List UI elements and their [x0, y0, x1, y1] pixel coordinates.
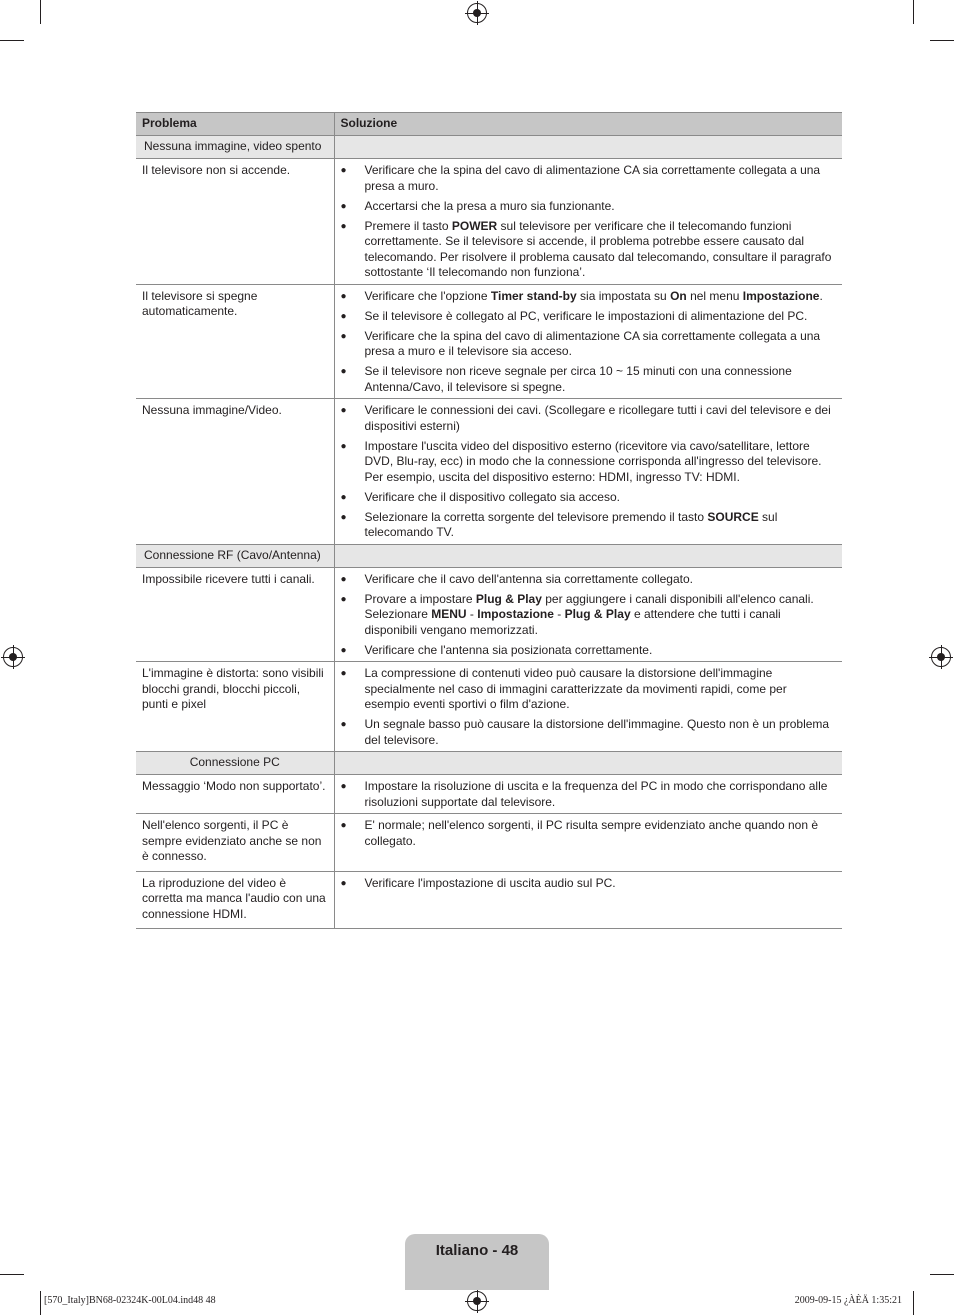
- solution-text: Verificare che l'antenna sia posizionata correttamente.: [364, 642, 653, 657]
- solution-text: Verificare che la spina del cavo di alimentazione CA sia correttamente collegata a una presa a muro.: [364, 163, 821, 193]
- problem-cell: L'immagine è distorta: sono visibili blocchi grandi, blocchi piccoli, punti e pixel: [136, 662, 334, 752]
- table-row: [136, 775, 842, 814]
- solution-text: Provare a impostare: [364, 591, 476, 606]
- solution-list: [341, 403, 833, 541]
- solution-item: [341, 643, 833, 659]
- table-row: [136, 399, 842, 545]
- page-label: Italiano - 48: [435, 1242, 519, 1259]
- solution-item: [341, 717, 833, 748]
- section-title: Connessione RF (Cavo/Antenna): [136, 544, 334, 567]
- table-body: [136, 136, 842, 929]
- section-empty-cell: [334, 752, 842, 775]
- table-row: [136, 814, 842, 872]
- solution-item: [341, 289, 833, 305]
- crop-mark: [0, 1274, 24, 1275]
- solution-text: Se il televisore è collegato al PC, verificare le impostazioni di alimentazione del PC.: [364, 308, 808, 323]
- table-header-row: [136, 113, 842, 136]
- bold-term: Timer stand-by: [490, 288, 577, 303]
- solution-item: [341, 818, 833, 849]
- bold-term: MENU: [431, 607, 467, 621]
- solution-cell: [334, 814, 842, 872]
- solution-list: [341, 163, 833, 281]
- solution-text: sul televisore per verificare che il telecomando funzioni correttamente. Se il televisore si accende, il problema potrebbe essere causato dal telecomando. Per risolvere il problema causato dal telecomando, consultare il paragrafo sottostante ‘Il telecomando non funziona’.: [364, 218, 832, 279]
- solution-item: [341, 592, 833, 639]
- bold-term: Plug & Play: [564, 607, 631, 621]
- solution-item: [341, 779, 833, 810]
- solution-text: Verificare che l'opzione: [364, 288, 491, 303]
- solution-item: [341, 219, 833, 281]
- section-row: [136, 136, 842, 159]
- solution-text: Verificare che il cavo dell'antenna sia correttamente collegato.: [364, 571, 693, 586]
- solution-item: [341, 309, 833, 325]
- solution-item: [341, 490, 833, 506]
- table-row: [136, 662, 842, 752]
- solution-cell: [334, 871, 842, 929]
- bold-term: Impostazione: [477, 607, 554, 621]
- crop-mark: [40, 0, 41, 24]
- solution-text: E' normale; nell'elenco sorgenti, il PC risulta sempre evidenziato anche quando non è collegato.: [364, 818, 819, 848]
- solution-list: [341, 779, 833, 810]
- registration-mark-icon: [931, 647, 951, 667]
- solution-item: [341, 329, 833, 360]
- section-empty-cell: [334, 136, 842, 159]
- slug-left: [570_Italy]BN68-02324K-00L04.ind48 48: [44, 1295, 216, 1306]
- solution-cell: [334, 399, 842, 545]
- crop-mark: [913, 0, 914, 24]
- solution-text: Selezionare la corretta sorgente del televisore premendo il tasto: [364, 509, 708, 524]
- solution-text: sul telecomando TV.: [364, 509, 778, 539]
- solution-text: sia impostata su: [576, 288, 671, 303]
- solution-text: Impostare l'uscita video del dispositivo esterno (ricevitore via cavo/satellitare, lettore DVD, Blu-ray, ecc) in modo che la connessione corrisponda all'ingresso del televisore. Per esempio, uscita del dispositivo esterno: HDMI, ingresso TV: HDMI.: [364, 438, 822, 484]
- solution-cell: [334, 284, 842, 399]
- registration-mark-icon: [467, 3, 487, 23]
- solution-cell: [334, 662, 842, 752]
- solution-cell: [334, 775, 842, 814]
- column-header-solution: Soluzione: [334, 113, 842, 136]
- section-title: Nessuna immagine, video spento: [136, 136, 334, 159]
- solution-cell: [334, 159, 842, 285]
- problem-cell: Impossibile ricevere tutti i canali.: [136, 567, 334, 662]
- table-row: [136, 871, 842, 929]
- solution-text: -: [553, 607, 565, 621]
- solution-list: [341, 666, 833, 748]
- slug-right: 2009-09-15 ¿ÀÈÄ 1:35:21: [794, 1295, 902, 1306]
- table-row: [136, 284, 842, 399]
- crop-mark: [0, 40, 24, 41]
- solution-text: La compressione di contenuti video può causare la distorsione dell'immagine specialmente nel caso di immagini caratterizzate da movimenti rapidi, come per esempio eventi sportivi o film d'azione.: [364, 666, 787, 711]
- registration-mark-icon: [3, 647, 23, 667]
- solution-text: Verificare le connessioni dei cavi. (Scollegare e ricollegare tutti i cavi del televisore e dei dispositivi esterni): [364, 403, 831, 433]
- solution-text: Impostare la risoluzione di uscita e la frequenza del PC in modo che corrispondano alle risoluzioni supportate dal televisore.: [364, 779, 828, 809]
- solution-item: [341, 439, 833, 486]
- solution-item: [341, 199, 833, 215]
- troubleshooting-table: [136, 112, 842, 929]
- crop-mark: [913, 1291, 914, 1315]
- bold-term: POWER: [451, 218, 498, 233]
- section-row: [136, 752, 842, 775]
- solution-item: [341, 163, 833, 194]
- solution-text: per aggiungere i canali disponibili all'elenco canali. Selezionare: [364, 591, 814, 621]
- solution-cell: [334, 567, 842, 662]
- solution-text: Verificare che la spina del cavo di alimentazione CA sia correttamente collegata a una presa a muro e il televisore sia acceso.: [364, 328, 821, 358]
- problem-cell: Il televisore si spegne automaticamente.: [136, 284, 334, 399]
- solution-text: Verificare che il dispositivo collegato sia acceso.: [364, 489, 620, 504]
- solution-text: Verificare l'impostazione di uscita audio sul PC.: [364, 875, 616, 890]
- column-header-problem: Problema: [136, 113, 334, 136]
- solution-list: [341, 818, 833, 849]
- problem-cell: Messaggio ‘Modo non supportato’.: [136, 775, 334, 814]
- solution-list: [341, 572, 833, 659]
- registration-mark-icon: [467, 1291, 487, 1311]
- solution-text: Premere il tasto: [364, 218, 452, 233]
- solution-text: Un segnale basso può causare la distorsione dell'immagine. Questo non è un problema del televisore.: [364, 717, 830, 747]
- bold-term: Impostazione: [742, 288, 820, 303]
- section-empty-cell: [334, 544, 842, 567]
- solution-list: [341, 876, 833, 892]
- solution-item: [341, 510, 833, 541]
- page-number-tab: [405, 1234, 549, 1290]
- table-row: [136, 159, 842, 285]
- section-row: [136, 544, 842, 567]
- solution-item: [341, 572, 833, 588]
- solution-text: e attendere che tutti i canali disponibili vengano memorizzati.: [364, 607, 781, 637]
- solution-item: [341, 666, 833, 713]
- crop-mark: [930, 1274, 954, 1275]
- solution-text: Accertarsi che la presa a muro sia funzionante.: [364, 198, 615, 213]
- bold-term: On: [670, 288, 687, 303]
- solution-item: [341, 403, 833, 434]
- crop-mark: [930, 40, 954, 41]
- solution-item: [341, 364, 833, 395]
- solution-text: Se il televisore non riceve segnale per circa 10 ~ 15 minuti con una connessione Antenna/Cavo, il televisore si spegne.: [364, 364, 792, 394]
- section-title: Connessione PC: [136, 752, 334, 775]
- crop-mark: [40, 1291, 41, 1315]
- problem-cell: La riproduzione del video è corretta ma manca l'audio con una connessione HDMI.: [136, 871, 334, 929]
- solution-text: .: [819, 288, 823, 303]
- solution-item: [341, 876, 833, 892]
- problem-cell: Nell'elenco sorgenti, il PC è sempre evidenziato anche se non è connesso.: [136, 814, 334, 872]
- table-row: [136, 567, 842, 662]
- bold-term: Plug & Play: [475, 591, 542, 606]
- solution-text: -: [466, 607, 478, 621]
- problem-cell: Il televisore non si accende.: [136, 159, 334, 285]
- solution-text: nel menu: [686, 288, 743, 303]
- solution-list: [341, 289, 833, 396]
- bold-term: SOURCE: [707, 509, 759, 524]
- problem-cell: Nessuna immagine/Video.: [136, 399, 334, 545]
